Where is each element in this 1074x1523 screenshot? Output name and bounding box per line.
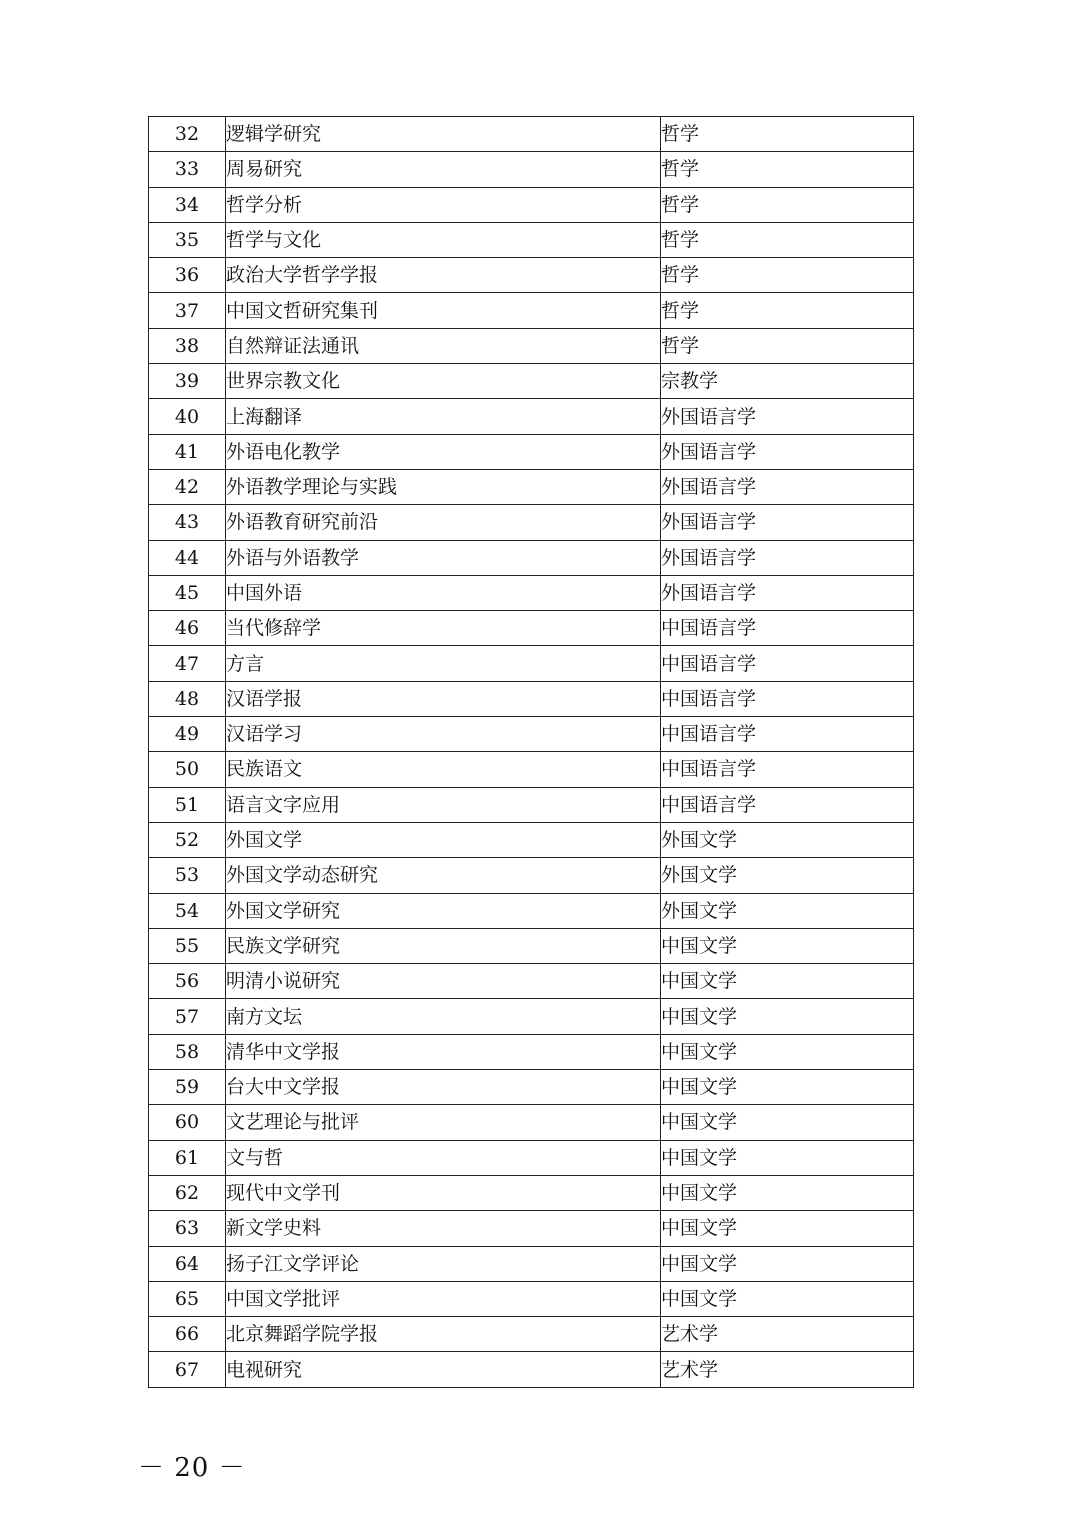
table-row [149, 787, 914, 822]
table-row [149, 1105, 914, 1140]
table-row [149, 328, 914, 363]
journal-name: 扬子江文学评论 [226, 1246, 661, 1281]
discipline-category: 中国文学 [661, 1105, 914, 1140]
table-row [149, 505, 914, 540]
page-number: － 20 － [138, 1453, 246, 1483]
row-number: 60 [149, 1105, 226, 1140]
discipline-category: 中国语言学 [661, 752, 914, 787]
table-row [149, 1211, 914, 1246]
journal-name: 现代中文学刊 [226, 1175, 661, 1210]
table-row [149, 1246, 914, 1281]
journal-name: 当代修辞学 [226, 611, 661, 646]
journal-name: 外语电化教学 [226, 434, 661, 469]
row-number: 56 [149, 964, 226, 999]
table-row [149, 611, 914, 646]
table-row [149, 364, 914, 399]
journal-name: 台大中文学报 [226, 1070, 661, 1105]
journal-name: 电视研究 [226, 1352, 661, 1387]
journal-name: 民族文学研究 [226, 928, 661, 963]
row-number: 41 [149, 434, 226, 469]
journal-name: 世界宗教文化 [226, 364, 661, 399]
discipline-category: 中国语言学 [661, 646, 914, 681]
row-number: 53 [149, 858, 226, 893]
journal-table [148, 116, 914, 1388]
row-number: 36 [149, 258, 226, 293]
discipline-category: 中国语言学 [661, 611, 914, 646]
table-row [149, 1034, 914, 1069]
table-row [149, 1317, 914, 1352]
table-row [149, 717, 914, 752]
discipline-category: 哲学 [661, 222, 914, 257]
journal-name: 民族语文 [226, 752, 661, 787]
table-row [149, 258, 914, 293]
discipline-category: 中国文学 [661, 1140, 914, 1175]
journal-name: 文艺理论与批评 [226, 1105, 661, 1140]
row-number: 54 [149, 893, 226, 928]
journal-name: 明清小说研究 [226, 964, 661, 999]
row-number: 40 [149, 399, 226, 434]
discipline-category: 中国文学 [661, 1034, 914, 1069]
journal-name: 外国文学 [226, 822, 661, 857]
journal-name: 南方文坛 [226, 999, 661, 1034]
discipline-category: 外国语言学 [661, 540, 914, 575]
journal-name: 文与哲 [226, 1140, 661, 1175]
row-number: 65 [149, 1281, 226, 1316]
row-number: 45 [149, 575, 226, 610]
table-row [149, 469, 914, 504]
journal-name: 自然辩证法通讯 [226, 328, 661, 363]
journal-name: 汉语学报 [226, 681, 661, 716]
row-number: 62 [149, 1175, 226, 1210]
discipline-category: 中国文学 [661, 1246, 914, 1281]
discipline-category: 外国语言学 [661, 575, 914, 610]
journal-name: 逻辑学研究 [226, 117, 661, 152]
journal-name: 方言 [226, 646, 661, 681]
table-row [149, 575, 914, 610]
discipline-category: 中国语言学 [661, 787, 914, 822]
journal-name: 周易研究 [226, 152, 661, 187]
journal-name: 外语教育研究前沿 [226, 505, 661, 540]
discipline-category: 中国文学 [661, 928, 914, 963]
row-number: 55 [149, 928, 226, 963]
discipline-category: 外国语言学 [661, 434, 914, 469]
discipline-category: 哲学 [661, 258, 914, 293]
table-row [149, 1175, 914, 1210]
discipline-category: 外国文学 [661, 822, 914, 857]
journal-name: 哲学与文化 [226, 222, 661, 257]
table-row [149, 1140, 914, 1175]
row-number: 59 [149, 1070, 226, 1105]
journal-name: 北京舞蹈学院学报 [226, 1317, 661, 1352]
discipline-category: 哲学 [661, 117, 914, 152]
table-row [149, 293, 914, 328]
journal-name: 中国文哲研究集刊 [226, 293, 661, 328]
journal-name: 汉语学习 [226, 717, 661, 752]
row-number: 47 [149, 646, 226, 681]
discipline-category: 哲学 [661, 293, 914, 328]
row-number: 35 [149, 222, 226, 257]
table-row [149, 752, 914, 787]
row-number: 64 [149, 1246, 226, 1281]
row-number: 34 [149, 187, 226, 222]
row-number: 67 [149, 1352, 226, 1387]
table-row [149, 222, 914, 257]
journal-name: 新文学史料 [226, 1211, 661, 1246]
journal-name: 哲学分析 [226, 187, 661, 222]
table-row [149, 540, 914, 575]
journal-name: 外语与外语教学 [226, 540, 661, 575]
row-number: 46 [149, 611, 226, 646]
row-number: 51 [149, 787, 226, 822]
discipline-category: 中国文学 [661, 1070, 914, 1105]
journal-name: 中国外语 [226, 575, 661, 610]
discipline-category: 中国文学 [661, 964, 914, 999]
table-row [149, 187, 914, 222]
discipline-category: 外国文学 [661, 858, 914, 893]
table-row [149, 117, 914, 152]
discipline-category: 外国文学 [661, 893, 914, 928]
row-number: 57 [149, 999, 226, 1034]
discipline-category: 哲学 [661, 152, 914, 187]
journal-name: 语言文字应用 [226, 787, 661, 822]
table-row [149, 1352, 914, 1387]
discipline-category: 中国文学 [661, 1211, 914, 1246]
table-row [149, 1281, 914, 1316]
journal-name: 外语教学理论与实践 [226, 469, 661, 504]
journal-name: 外国文学研究 [226, 893, 661, 928]
row-number: 49 [149, 717, 226, 752]
row-number: 58 [149, 1034, 226, 1069]
discipline-category: 外国语言学 [661, 505, 914, 540]
table-row [149, 434, 914, 469]
table-row [149, 822, 914, 857]
discipline-category: 哲学 [661, 187, 914, 222]
table-row [149, 152, 914, 187]
row-number: 37 [149, 293, 226, 328]
row-number: 61 [149, 1140, 226, 1175]
journal-name: 外国文学动态研究 [226, 858, 661, 893]
discipline-category: 外国语言学 [661, 469, 914, 504]
table-row [149, 999, 914, 1034]
row-number: 43 [149, 505, 226, 540]
journal-name: 上海翻译 [226, 399, 661, 434]
row-number: 39 [149, 364, 226, 399]
discipline-category: 哲学 [661, 328, 914, 363]
row-number: 33 [149, 152, 226, 187]
discipline-category: 中国文学 [661, 1281, 914, 1316]
journal-name: 政治大学哲学学报 [226, 258, 661, 293]
row-number: 50 [149, 752, 226, 787]
row-number: 63 [149, 1211, 226, 1246]
table-row [149, 928, 914, 963]
discipline-category: 宗教学 [661, 364, 914, 399]
discipline-category: 中国语言学 [661, 717, 914, 752]
table-body [149, 117, 914, 1388]
journal-name: 清华中文学报 [226, 1034, 661, 1069]
row-number: 42 [149, 469, 226, 504]
row-number: 52 [149, 822, 226, 857]
discipline-category: 中国文学 [661, 999, 914, 1034]
table-row [149, 646, 914, 681]
table-row [149, 399, 914, 434]
discipline-category: 中国语言学 [661, 681, 914, 716]
row-number: 66 [149, 1317, 226, 1352]
discipline-category: 外国语言学 [661, 399, 914, 434]
table-row [149, 681, 914, 716]
table-row [149, 858, 914, 893]
table-row [149, 1070, 914, 1105]
journal-name: 中国文学批评 [226, 1281, 661, 1316]
row-number: 32 [149, 117, 226, 152]
discipline-category: 中国文学 [661, 1175, 914, 1210]
discipline-category: 艺术学 [661, 1317, 914, 1352]
discipline-category: 艺术学 [661, 1352, 914, 1387]
table-row [149, 893, 914, 928]
table-row [149, 964, 914, 999]
row-number: 44 [149, 540, 226, 575]
row-number: 38 [149, 328, 226, 363]
row-number: 48 [149, 681, 226, 716]
